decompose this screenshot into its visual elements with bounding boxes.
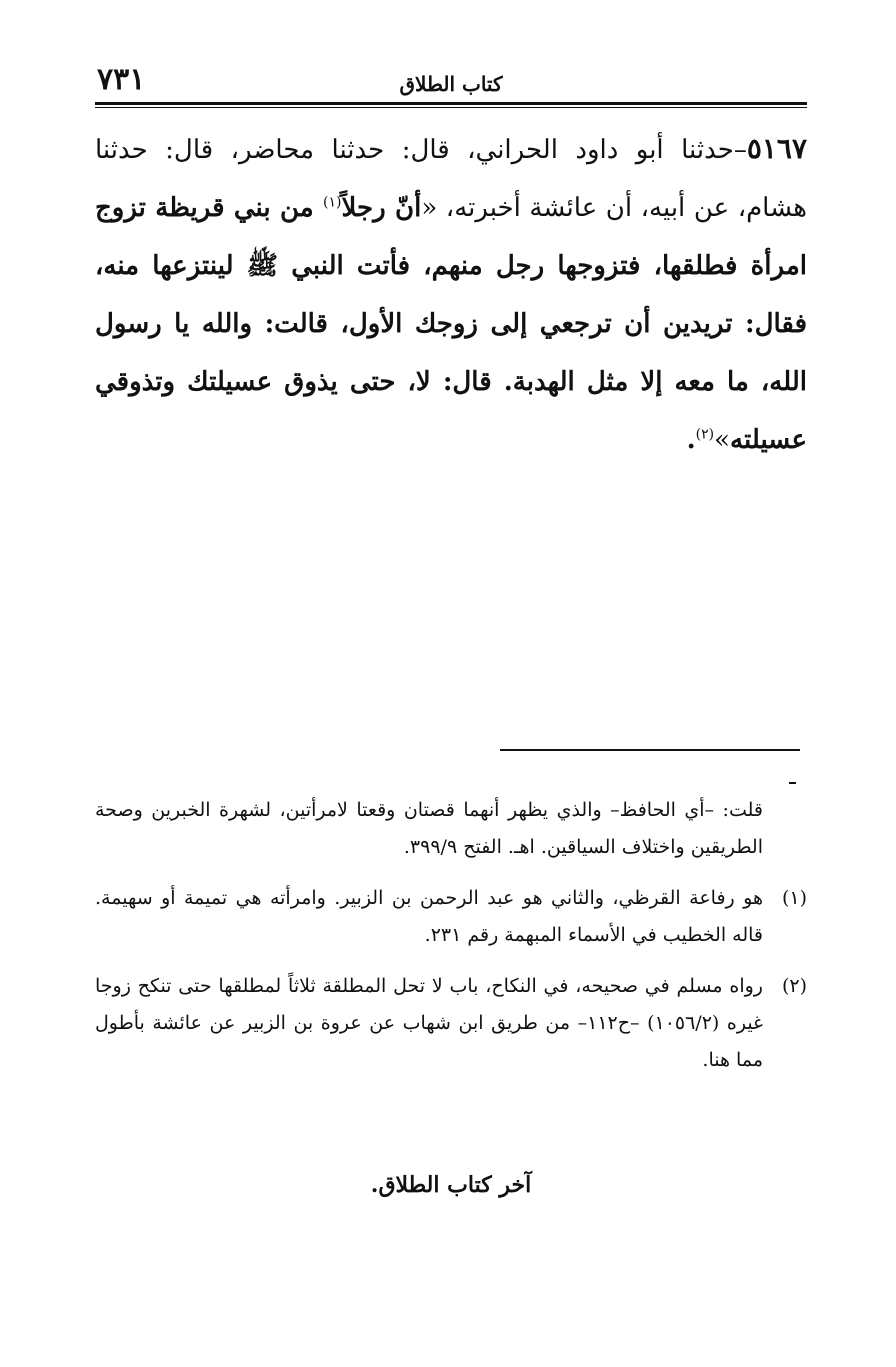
- footnote-marker-1: (١): [781, 887, 807, 909]
- hadith-matn-start: أنّ رجلاً: [341, 193, 422, 223]
- header-rule: [95, 102, 807, 105]
- footnote-text-2: رواه مسلم في صحيحه، في النكاح، باب لا تحل المطلقة ثلاثاً لمطلقها حتى تنكح زوجا غيره (١٠٥٦/٢) –ح١١٢– من طريق ابن شهاب عن عروة بن الزبير عن عائشة بأطول مما هنا.: [95, 975, 763, 1071]
- footnote-text-1: هو رفاعة القرظي، والثاني هو عبد الرحمن بن الزبير. وامرأته هي تميمة أو سهيمة. قاله الخطيب في الأسماء المبهمة رقم ٢٣١.: [95, 887, 763, 946]
- footnotes: [95, 792, 807, 1093]
- continuation-dash: [789, 782, 796, 784]
- open-quote: «: [421, 193, 446, 223]
- hadith-isnad: –حدثنا أبو داود الحراني، قال: حدثنا محاضر، قال: حدثنا هشام، عن أبيه، أن عائشة أخبرته،: [95, 135, 808, 223]
- footnote-1: [95, 880, 807, 954]
- hadith-number: ٥١٦٧: [746, 132, 807, 165]
- page-number: ٧٣١: [97, 62, 146, 97]
- footnote-separator: [500, 749, 800, 751]
- footnote-marker-2: (٢): [781, 975, 807, 997]
- chapter-end: آخر كتاب الطلاق.: [370, 1172, 532, 1198]
- hadith-paragraph: [95, 120, 807, 469]
- footnote-ref-2: (٢): [695, 426, 715, 443]
- footnote-continuation: قلت: –أي الحافظ– والذي يظهر أنهما قصتان وقعتا لامرأتين، لشهرة الخبرين وصحة الطريقين واختلاف السياقين. اهـ. الفتح ٣٩٩/٩.: [95, 799, 763, 858]
- hadith-end: .: [686, 425, 696, 455]
- header-rule-thin: [95, 107, 807, 108]
- running-title: كتاب الطلاق: [399, 72, 503, 96]
- page-header: [95, 62, 807, 108]
- footnote-ref-1: (١): [323, 194, 342, 211]
- footnote-2: [95, 968, 807, 1079]
- hadith-matn: من بني قريظة تزوج امرأة فطلقها، فتزوجها رجل منهم، فأتت النبي ﷺ لينتزعها منه، فقال: تريدين أن ترجعي إلى زوجك الأول، قالت: والله يا رسول الله، ما معه إلا مثل الهدبة. قال: لا، حتى يذوق عسيلتك وتذوقي عسيلته: [95, 193, 807, 455]
- close-quote: »: [714, 425, 731, 455]
